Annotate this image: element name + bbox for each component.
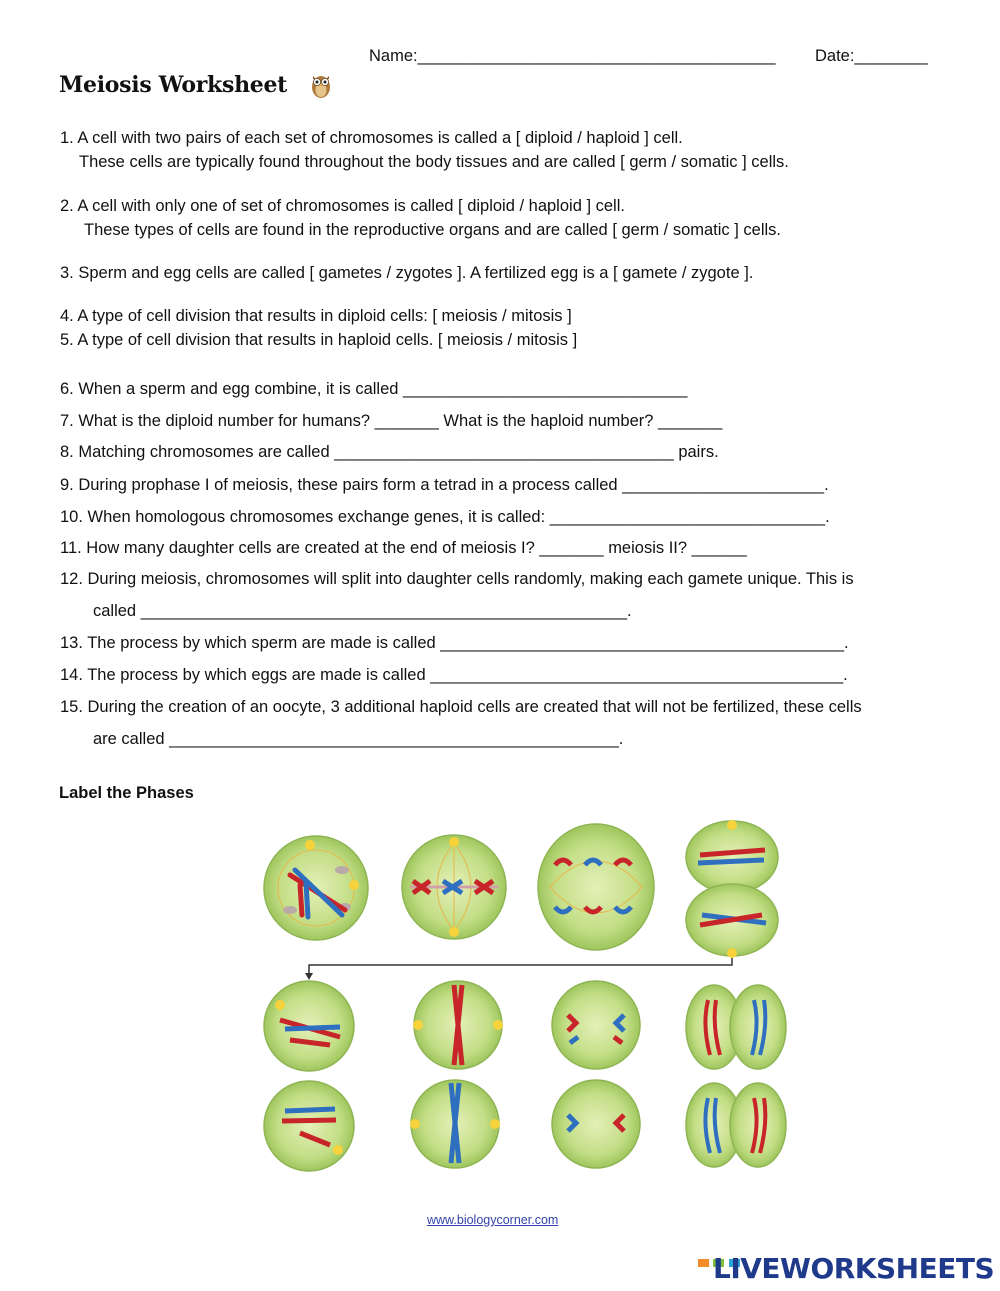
name-line: _______________________________________ — [417, 47, 776, 65]
date-label: Date: — [815, 47, 855, 65]
question-12-line-2: called _____________________________________________________. — [93, 602, 632, 620]
question-15-line-1: 15. During the creation of an oocyte, 3 additional haploid cells are created that will not be fertilized, these cells — [60, 698, 862, 716]
question-12-line-1: 12. During meiosis, chromosomes will split into daughter cells randomly, making each gamete unique. This is — [60, 570, 854, 588]
question-2-line-2: These types of cells are found in the reproductive organs and are called [ germ / somatic ] cells. — [84, 221, 782, 239]
question-3: 3. Sperm and egg cells are called [ gametes / zygotes ]. A fertilized egg is a [ gamete / zygote ]. — [60, 264, 754, 282]
date-field[interactable] — [815, 47, 928, 66]
arrow-down-icon — [305, 973, 313, 980]
connector-line — [309, 958, 732, 975]
brand-wordmark: LIVEWORKSHEETS — [713, 1252, 995, 1285]
question-5: 5. A type of cell division that results in haploid cells. [ meiosis / mitosis ] — [60, 331, 578, 349]
question-10: 10. When homologous chromosomes exchange genes, it is called: ______________________________. — [60, 508, 830, 526]
question-4: 4. A type of cell division that results in diploid cells: [ meiosis / mitosis ] — [60, 307, 572, 325]
cell-anaphase-1[interactable] — [538, 824, 654, 950]
cell-telophase-2[interactable] — [686, 985, 786, 1167]
source-link[interactable]: www.biologycorner.com — [427, 1213, 559, 1227]
cell-metaphase-1[interactable] — [402, 835, 506, 939]
question-13: 13. The process by which sperm are made is called ____________________________________________. — [60, 634, 849, 652]
question-7: 7. What is the diploid number for humans? _______ What is the haploid number? _______ — [60, 412, 723, 430]
question-11: 11. How many daughter cells are created at the end of meiosis I? _______ meiosis II? ______ — [60, 539, 747, 557]
section-heading: Label the Phases — [59, 784, 194, 802]
question-14: 14. The process by which eggs are made is called _____________________________________________. — [60, 666, 848, 684]
question-15-line-2: are called _________________________________________________. — [93, 730, 624, 748]
question-2-line-1: 2. A cell with only one of set of chromosomes is called [ diploid / haploid ] cell. — [60, 197, 625, 215]
liveworksheets-logo-icon — [698, 1255, 711, 1273]
question-6: 6. When a sperm and egg combine, it is called _______________________________ — [60, 380, 688, 398]
page-title: Meiosis Worksheet — [59, 72, 288, 98]
question-1-line-1: 1. A cell with two pairs of each set of chromosomes is called a [ diploid / haploid ] cell. — [60, 129, 683, 147]
question-9: 9. During prophase I of meiosis, these pairs form a tetrad in a process called ______________________. — [60, 476, 829, 494]
cell-prophase-1[interactable] — [264, 836, 368, 940]
date-line: ________ — [854, 47, 928, 65]
owl-icon — [310, 70, 332, 100]
cell-prophase-2[interactable] — [264, 981, 354, 1171]
name-field[interactable] — [369, 47, 776, 66]
cell-metaphase-2[interactable] — [410, 981, 503, 1168]
question-1-line-2: These cells are typically found throughout the body tissues and are called [ germ / somatic ] cells. — [79, 153, 789, 171]
cell-anaphase-2[interactable] — [552, 981, 640, 1168]
name-label: Name: — [369, 47, 418, 65]
meiosis-phases-diagram — [250, 815, 810, 1180]
question-8: 8. Matching chromosomes are called _____________________________________ pairs. — [60, 443, 719, 461]
cell-telophase-1[interactable] — [686, 820, 778, 958]
